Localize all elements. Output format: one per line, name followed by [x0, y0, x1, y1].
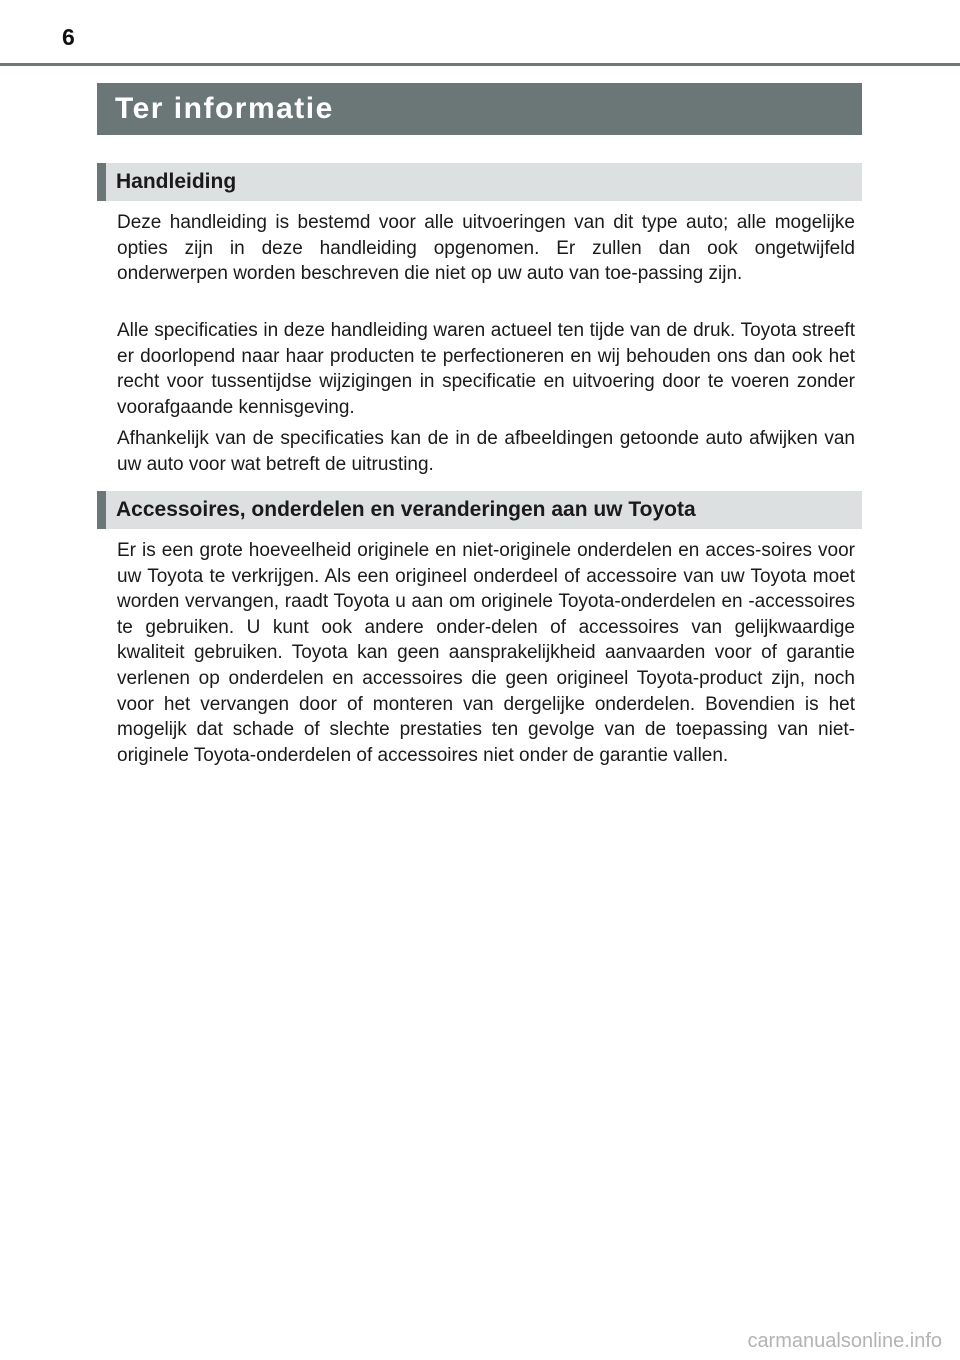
body-paragraph: Alle specificaties in deze handleiding waren actueel ten tijde van de druk. Toyota streeft er doorlopend naar haar producten te perfectioneren en wij behouden ons dan ook het recht voor tussentijdse wijzigingen in specificatie en uitvoering door te voeren zonder voorafgaande kennisgeving.	[117, 320, 855, 418]
chapter-banner	[97, 83, 862, 135]
page-number: 6	[62, 24, 75, 50]
section-title: Handleiding	[116, 170, 237, 193]
body-paragraph: Afhankelijk van de specificaties kan de in de afbeeldingen getoonde auto afwijken van uw auto voor wat betreft de uitrusting.	[117, 428, 855, 475]
section-header-accessoires	[97, 491, 862, 529]
section-marker-bar	[97, 491, 106, 529]
section-title: Accessoires, onderdelen en veranderingen aan uw Toyota	[116, 498, 696, 521]
body-paragraph: Deze handleiding is bestemd voor alle uitvoeringen van dit type auto; alle mogelijke opties zijn in deze handleiding opgenomen. Er zullen dan ook ongetwijfeld onderwerpen worden beschreven die niet op uw auto van toe-passing zijn.	[117, 212, 855, 285]
source-watermark: carmanualsonline.info	[747, 1330, 942, 1352]
section-marker-bar	[97, 163, 106, 201]
chapter-title: Ter informatie	[115, 92, 334, 125]
header-rule	[0, 63, 960, 66]
body-paragraph: Er is een grote hoeveelheid originele en niet-originele onderdelen en acces-soires voor uw Toyota te verkrijgen. Als een origineel onderdeel of accessoire van uw Toyota moet worden vervangen, raadt Toyota u aan om originele Toyota-onderdelen en -accessoires te gebruiken. U kunt ook andere onder-delen of accessoires van gelijkwaardige kwaliteit gebruiken. Toyota kan geen aansprakelijkheid aanvaarden voor of garantie verlenen op onderdelen en accessoires die geen origineel Toyota-product zijn, noch voor het vervangen door of monteren van dergelijke onderdelen. Bovendien is het mogelijk dat schade of slechte prestaties ten gevolge van de toepassing van niet-originele Toyota-onderdelen of accessoires niet onder de garantie vallen.	[117, 540, 855, 766]
section-header-handleiding	[97, 163, 862, 201]
